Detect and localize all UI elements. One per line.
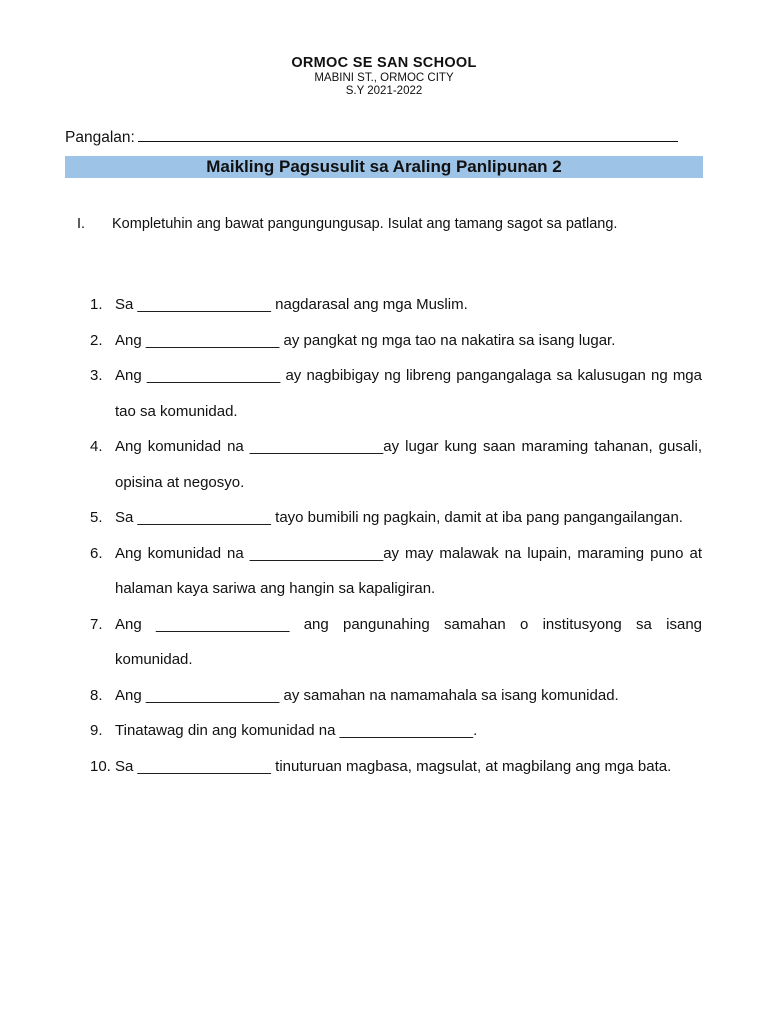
question-text: Sa ________________ tinuturuan magbasa, magsulat, at magbilang ang mga bata. <box>115 757 672 775</box>
question-number: 6. <box>90 544 103 562</box>
question-text: Ang ________________ ay pangkat ng mga tao na nakatira sa isang lugar. <box>115 331 616 349</box>
question-text: Ang ________________ ay nagbibigay ng libreng pangangalaga sa kalusugan ng mga tao sa komunidad. <box>115 367 702 420</box>
question-item <box>90 429 702 500</box>
question-text: Ang komunidad na ________________ay may malawak na lupain, maraming puno at halaman kaya sariwa ang hangin sa kapaligiran. <box>115 544 702 597</box>
question-list <box>90 287 702 784</box>
question-number: 9. <box>90 722 103 739</box>
document-header <box>0 55 768 98</box>
question-text: Ang ________________ ay samahan na namamahala sa isang komunidad. <box>115 686 619 704</box>
question-item <box>90 678 702 714</box>
question-text: Tinatawag din ang komunidad na ________________. <box>115 722 478 739</box>
name-label: Pangalan: <box>65 129 135 146</box>
question-item <box>90 287 702 323</box>
question-text: Sa ________________ nagdarasal ang mga Muslim. <box>115 296 468 313</box>
name-blank <box>138 127 678 142</box>
quiz-title: Maikling Pagsusulit sa Araling Panlipunan 2 <box>65 156 703 178</box>
question-number: 5. <box>90 509 103 526</box>
instruction-numeral: I. <box>77 216 86 232</box>
question-number: 7. <box>90 615 103 633</box>
question-number: 2. <box>90 331 103 349</box>
question-number: 3. <box>90 367 103 384</box>
school-address: MABINI ST., ORMOC CITY <box>314 72 454 84</box>
question-text: Ang ________________ ang pangunahing samahan o institusyong sa isang komunidad. <box>115 615 702 668</box>
question-number: 8. <box>90 686 103 704</box>
instruction-text: Kompletuhin ang bawat pangungungusap. Isulat ang tamang sagot sa patlang. <box>112 216 618 232</box>
question-text: Sa ________________ tayo bumibili ng pagkain, damit at iba pang pangangailangan. <box>115 509 683 526</box>
question-item <box>90 749 702 785</box>
question-number: 4. <box>90 438 103 455</box>
question-item <box>90 500 702 536</box>
question-item <box>90 323 702 359</box>
question-number: 10. <box>90 757 111 775</box>
question-item <box>90 713 702 749</box>
school-year: S.Y 2021-2022 <box>345 85 423 97</box>
question-text: Ang komunidad na ________________ay lugar kung saan maraming tahanan, gusali, opisina at negosyo. <box>115 438 702 491</box>
question-item <box>90 358 702 429</box>
question-item <box>90 607 702 678</box>
name-field <box>65 127 678 147</box>
school-name: ORMOC SE SAN SCHOOL <box>291 55 477 71</box>
question-number: 1. <box>90 296 103 313</box>
question-item <box>90 536 702 607</box>
instruction <box>77 215 703 233</box>
